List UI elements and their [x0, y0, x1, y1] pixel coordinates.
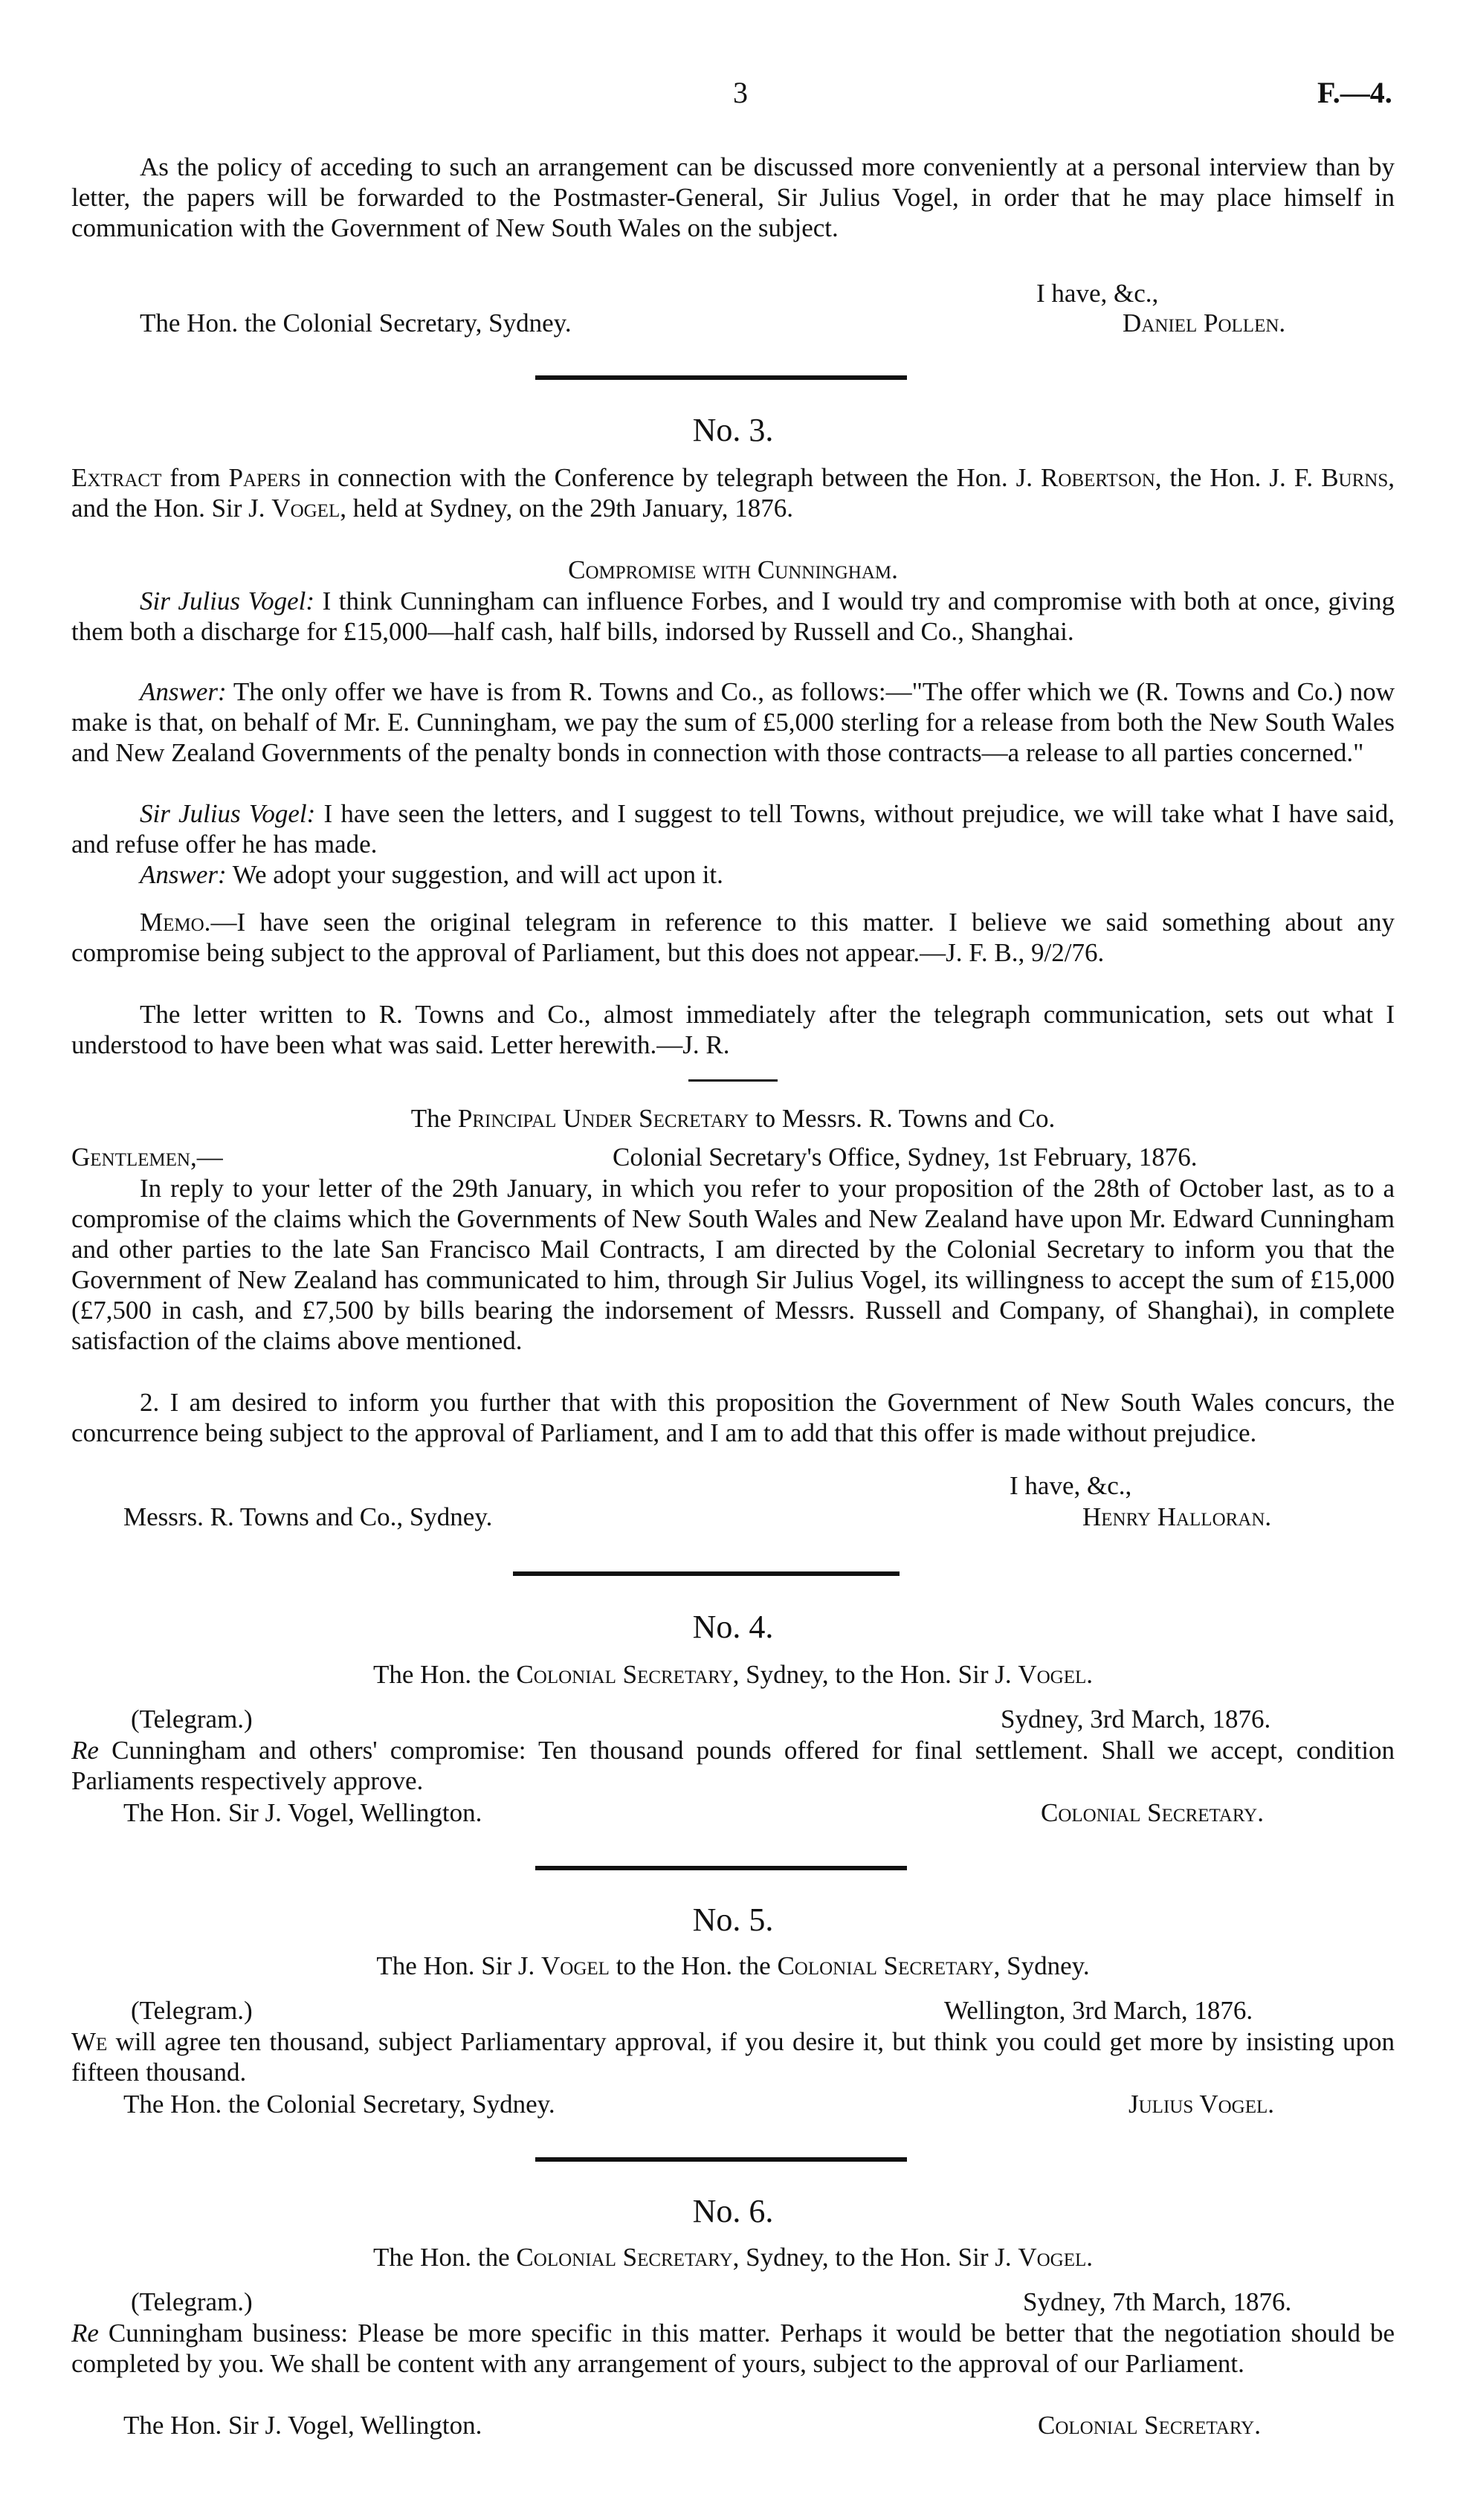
no4-subheading: The Hon. the Colonial Secretary, Sydney, to the Hon. Sir J. Vogel. — [372, 1660, 1094, 1689]
letter-addressee: Messrs. R. Towns and Co., Sydney. — [123, 1502, 493, 1531]
letter-dateline: Colonial Secretary's Office, Sydney, 1st February, 1876. — [613, 1143, 1198, 1172]
no3-subheading: Compromise with Cunningham. — [568, 555, 898, 584]
no4-body: Re Cunningham and others' compromise: Ten thousand pounds offered for final settlement. Shall we accept, condition Parliaments respectively approve. — [71, 1736, 1395, 1795]
no5-subheading: The Hon. Sir J. Vogel to the Hon. the Colonial Secretary, Sydney. — [376, 1951, 1090, 1980]
no4-addressee: The Hon. Sir J. Vogel, Wellington. — [123, 1798, 482, 1827]
letter-paragraph-2: 2. I am desired to inform you further that with this proposition the Government of New South Wales concurs, the concurrence being subject to the approval of Parliament, and I am to add that this offer is made without prejudice. — [71, 1388, 1395, 1447]
no3-vogel-statement-2: Sir Julius Vogel: I have seen the letters, and I suggest to tell Towns, without prejudice, we will take what I have said, and refuse offer he has made. — [71, 799, 1395, 859]
no5-signature: Julius Vogel. — [1128, 2090, 1275, 2119]
intro-closing: I have, &c., — [1036, 279, 1159, 308]
document-code: F.—4. — [1317, 76, 1392, 109]
no5-body: We will agree ten thousand, subject Parliamentary approval, if you desire it, but think you could get more by insisting upon fifteen thousand. — [71, 2027, 1395, 2087]
no5-addressee: The Hon. the Colonial Secretary, Sydney. — [123, 2090, 555, 2119]
no3-vogel-statement-1: Sir Julius Vogel: I think Cunningham can influence Forbes, and I would try and compromise with both at once, giving them both a discharge for £15,000—half cash, half bills, indorsed by Russell and Co., Shanghai. — [71, 587, 1395, 646]
no4-signature: Colonial Secretary. — [1041, 1798, 1264, 1827]
no6-signature: Colonial Secretary. — [1038, 2411, 1261, 2440]
letter-closing: I have, &c., — [1010, 1471, 1132, 1500]
no3-answer-2: Answer: We adopt your suggestion, and will act upon it. — [140, 860, 723, 889]
intro-addressee: The Hon. the Colonial Secretary, Sydney. — [140, 308, 572, 337]
no3-title-lead: Extract — [71, 463, 162, 492]
page-number: 3 — [733, 76, 748, 109]
no6-heading: No. 6. — [692, 2193, 774, 2229]
no4-heading: No. 4. — [692, 1609, 774, 1645]
no6-addressee: The Hon. Sir J. Vogel, Wellington. — [123, 2411, 482, 2440]
no6-telegram-label: (Telegram.) — [131, 2287, 253, 2316]
section-divider — [535, 2157, 907, 2162]
letter-signature: Henry Halloran. — [1082, 1502, 1272, 1531]
letter-divider — [688, 1079, 778, 1082]
no5-telegram-label: (Telegram.) — [131, 1996, 253, 2025]
no6-date: Sydney, 7th March, 1876. — [1023, 2287, 1292, 2316]
no3-memo-note: The letter written to R. Towns and Co., almost immediately after the telegraph communication, sets out what I understood to have been what was said. Letter herewith.—J. R. — [71, 1000, 1395, 1059]
section-divider — [535, 1866, 907, 1870]
no6-body: Re Cunningham business: Please be more specific in this matter. Perhaps it would be better that the negotiation should be completed by you. We shall be content with any arrangement of yours, subject to the approval of our Parliament. — [71, 2319, 1395, 2378]
letter-paragraph-1: In reply to your letter of the 29th January, in which you refer to your proposition of the 28th of October last, as to a compromise of the claims which the Governments of New South Wales and New Zealand have upon Mr. Edward Cunningham and other parties to the late San Francisco Mail Contracts, I am directed by the Colonial Secretary to inform you that the Government of New Zealand has communicated to him, through Sir Julius Vogel, its willingness to accept the sum of £15,000 (£7,500 in cash, and £7,500 by bills bearing the indorsement of Messrs. Russell and Company, of Shanghai), in complete satisfaction of the claims above mentioned. — [71, 1174, 1395, 1355]
no6-subheading: The Hon. the Colonial Secretary, Sydney, to the Hon. Sir J. Vogel. — [372, 2243, 1094, 2272]
section-divider — [535, 375, 907, 380]
no5-heading: No. 5. — [692, 1902, 774, 1938]
letter-salutation: Gentlemen,— — [71, 1143, 223, 1172]
letter-heading: The Principal Under Secretary to Messrs. R. Towns and Co. — [410, 1104, 1056, 1133]
no4-date: Sydney, 3rd March, 1876. — [1001, 1705, 1271, 1734]
no3-title: Extract from Papers in connection with the Conference by telegraph between the Hon. J. Robertson, the Hon. J. F. Burns, and the Hon. Sir J. Vogel, held at Sydney, on the 29th January, 1876. — [71, 463, 1395, 523]
no3-heading: No. 3. — [692, 412, 774, 448]
no4-telegram-label: (Telegram.) — [131, 1705, 253, 1734]
intro-signature: Daniel Pollen. — [1123, 308, 1286, 337]
section-divider — [513, 1571, 900, 1576]
no3-answer-1: Answer: The only offer we have is from R. Towns and Co., as follows:—"The offer which we (R. Towns and Co.) now make is that, on behalf of Mr. E. Cunningham, we pay the sum of £5,000 sterling for a release from both the New South Wales and New Zealand Governments of the penalty bonds in connection with those contracts—a release to all parties concerned." — [71, 677, 1395, 767]
intro-paragraph: As the policy of acceding to such an arrangement can be discussed more conveniently at a personal interview than by letter, the papers will be forwarded to the Postmaster-General, Sir Julius Vogel, in order that he may place himself in communication with the Government of New South Wales on the subject. — [71, 152, 1395, 242]
no3-memo: Memo.—I have seen the original telegram in reference to this matter. I believe we said something about any compromise being subject to the approval of Parliament, but this does not appear.—J. F. B., 9/2/76. — [71, 908, 1395, 967]
no5-date: Wellington, 3rd March, 1876. — [944, 1996, 1253, 2025]
